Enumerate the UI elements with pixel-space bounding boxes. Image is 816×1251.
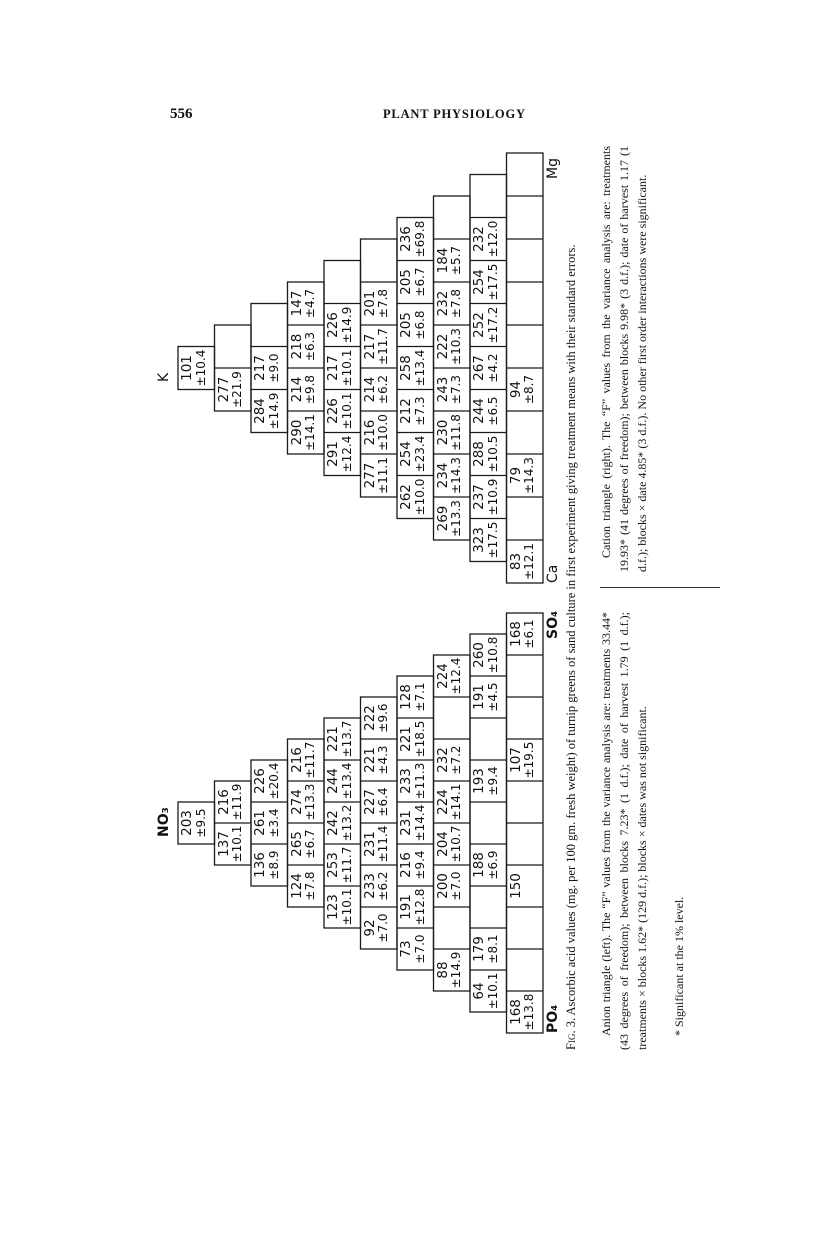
cell-value: 217: [361, 333, 378, 360]
cell-value: 233: [361, 873, 378, 899]
cell-std-error: ±6.4: [376, 787, 391, 817]
cell-std-error: ±10.7: [449, 825, 464, 863]
cell-value: 221: [361, 747, 378, 773]
cation-cell: [290, 282, 318, 325]
cation-cell: [472, 304, 500, 347]
cell-value: 73: [398, 940, 414, 958]
rotated-figure-area: [156, 145, 686, 1050]
cell-std-error: ±12.0: [485, 220, 500, 258]
cell-std-error: ±10.1: [230, 825, 245, 863]
cell-std-error: ±14.9: [449, 951, 464, 989]
cation-cell: [399, 261, 427, 304]
cation-cell: [509, 454, 537, 497]
cell-std-error: ±17.5: [485, 263, 500, 301]
cell-value: 267: [471, 355, 487, 381]
cation-cell: [253, 390, 281, 433]
cation-cell: [436, 239, 464, 282]
cell-std-error: ±17.5: [485, 521, 500, 559]
cell-std-error: ±10.8: [485, 636, 500, 674]
cell-value: 137: [215, 831, 232, 857]
cell-value: 94: [507, 380, 524, 399]
cell-std-error: ±10.0: [376, 414, 391, 451]
cell-std-error: ±13.7: [339, 720, 354, 758]
cation-cell: [509, 540, 537, 583]
cell-std-error: ±12.4: [449, 657, 464, 695]
column-divider: [600, 587, 720, 588]
cell-std-error: ±18.5: [412, 720, 427, 758]
cell-value: 234: [434, 462, 451, 489]
cell-value: 323: [471, 527, 487, 553]
cell-value: 191: [471, 684, 487, 710]
cell-std-error: ±10.5: [485, 435, 500, 473]
cation-cell: [180, 347, 208, 390]
cell-std-error: ±19.5: [522, 741, 537, 779]
cell-value: 168: [507, 999, 524, 1025]
cell-std-error: ±14.9: [339, 306, 354, 344]
cell-std-error: ±7.8: [303, 871, 318, 901]
cation-cell: [436, 368, 464, 411]
cell-value: 221: [398, 726, 414, 752]
cell-value: 221: [325, 726, 341, 752]
cation-cell: [436, 411, 464, 454]
cell-std-error: ±7.2: [449, 745, 464, 775]
cation-cell: [436, 454, 464, 497]
cell-std-error: ±11.4: [376, 825, 391, 863]
cell-value: 150: [507, 873, 524, 899]
cell-value: 136: [252, 852, 268, 878]
cell-std-error: ±9.8: [303, 374, 318, 405]
cation-cell: [472, 476, 500, 519]
cation-cell: [399, 347, 427, 390]
cell-std-error: ±11.7: [376, 328, 391, 365]
anion-label-left: PO₄: [545, 1004, 561, 1033]
cell-std-error: ±13.3: [303, 783, 318, 821]
cation-grid: [160, 145, 560, 1050]
cell-value: 83: [507, 552, 524, 571]
cell-std-error: ±13.8: [522, 993, 537, 1031]
cell-std-error: ±8.9: [266, 850, 281, 880]
cell-value: 168: [507, 621, 524, 647]
cell-value: 222: [434, 333, 451, 360]
cell-std-error: ±13.3: [449, 500, 464, 537]
cell-std-error: ±9.4: [485, 766, 500, 796]
cell-value: 79: [507, 466, 524, 485]
cation-cell: [363, 454, 391, 497]
cell-value: 244: [471, 398, 487, 424]
cell-value: 227: [361, 789, 378, 815]
cation-cell: [472, 347, 500, 390]
cell-value: 124: [288, 873, 305, 899]
cell-value: 262: [398, 484, 414, 510]
cell-value: 231: [361, 831, 378, 857]
cation-cell: [290, 411, 318, 454]
cell-value: 184: [434, 247, 451, 274]
cell-value: 232: [434, 747, 451, 773]
cell-std-error: ±21.9: [230, 371, 245, 408]
cation-cell: [253, 347, 281, 390]
cell-std-error: ±17.2: [485, 306, 500, 344]
cell-value: 204: [434, 831, 451, 857]
cell-value: 291: [325, 441, 341, 467]
caption-text: Ascorbic acid values (mg. per 100 gm. fresh weight) of turnip greens of sand culture in first experiment giving treatment means with their standard errors.: [564, 244, 578, 1016]
cell-value: 188: [471, 852, 487, 878]
cell-value: 254: [471, 269, 487, 295]
cell-std-error: ±7.3: [412, 396, 427, 426]
cell-value: 212: [398, 398, 414, 424]
cell-value: 226: [252, 768, 268, 794]
cell-value: 216: [361, 419, 378, 446]
cell-value: 284: [252, 398, 268, 424]
cation-cell: [399, 390, 427, 433]
cell-value: 224: [434, 663, 451, 689]
cell-value: 236: [398, 226, 414, 252]
cell-value: 244: [325, 768, 341, 794]
cell-std-error: ±4.2: [485, 353, 500, 383]
cation-cell: [436, 497, 464, 540]
cell-value: 216: [288, 747, 305, 773]
cell-value: 277: [361, 462, 378, 489]
cell-value: 217: [325, 355, 341, 381]
cell-value: 288: [471, 441, 487, 467]
cell-std-error: ±10.9: [485, 478, 500, 516]
cell-value: 242: [325, 810, 341, 836]
cell-std-error: ±6.1: [522, 619, 537, 649]
cell-value: 253: [325, 852, 341, 878]
cell-std-error: ±10.1: [339, 392, 354, 430]
cell-std-error: ±7.0: [449, 871, 464, 901]
cell-value: 101: [179, 355, 195, 381]
cell-std-error: ±10.1: [485, 972, 500, 1010]
cation-cell: [436, 325, 464, 368]
cell-std-error: ±6.2: [376, 374, 391, 405]
cation-cell: [326, 433, 354, 476]
cell-value: 277: [215, 376, 232, 403]
cell-value: 88: [434, 961, 451, 979]
cell-std-error: ±6.5: [485, 396, 500, 426]
cell-std-error: ±12.1: [522, 543, 537, 580]
cell-std-error: ±11.1: [376, 457, 391, 494]
cell-value: 217: [252, 355, 268, 381]
cell-std-error: ±3.4: [266, 808, 281, 838]
cell-std-error: ±7.0: [376, 913, 391, 943]
cation-cell: [399, 304, 427, 347]
cell-std-error: ±13.4: [412, 349, 427, 387]
cell-std-error: ±6.7: [412, 267, 427, 297]
cell-value: 64: [471, 982, 487, 1000]
running-head: PLANT PHYSIOLOGY: [383, 107, 526, 121]
cell-std-error: ±12.8: [412, 888, 427, 926]
cell-std-error: ±7.8: [449, 288, 464, 319]
cation-cell: [326, 304, 354, 347]
cell-value: 232: [434, 290, 451, 317]
cell-std-error: ±4.7: [303, 288, 318, 319]
cation-cell: [363, 282, 391, 325]
cell-std-error: ±20.4: [266, 762, 281, 800]
cell-value: 216: [215, 789, 232, 815]
cell-value: 193: [471, 768, 487, 794]
cell-std-error: ±6.8: [412, 310, 427, 340]
cell-std-error: ±7.1: [412, 682, 427, 712]
cell-value: 231: [398, 810, 414, 836]
footnote: * Significant at the 1% level.: [672, 896, 686, 1036]
page-number: 556: [170, 106, 193, 122]
cell-value: 269: [434, 505, 451, 532]
cation-cell: [363, 325, 391, 368]
cell-value: 216: [398, 852, 414, 878]
cation-cell: [290, 368, 318, 411]
cation-cell: [509, 368, 537, 411]
cell-value: 205: [398, 312, 414, 338]
cell-value: 200: [434, 873, 451, 899]
cation-cell: [290, 325, 318, 368]
anion-label-top: NO₃: [156, 807, 172, 837]
cell-std-error: ±13.2: [339, 804, 354, 842]
cell-value: 203: [179, 810, 195, 836]
cell-std-error: ±9.4: [412, 850, 427, 880]
cell-value: 147: [288, 290, 305, 317]
cell-std-error: ±10.4: [193, 349, 208, 387]
cell-std-error: ±14.3: [522, 457, 537, 494]
cell-value: 191: [398, 894, 414, 920]
cell-std-error: ±9.5: [193, 808, 208, 838]
cell-std-error: ±11.3: [412, 762, 427, 800]
cell-value: 214: [288, 376, 305, 403]
cell-value: 233: [398, 768, 414, 794]
cell-std-error: ±69.8: [412, 220, 427, 258]
cation-cell: [326, 390, 354, 433]
cell-value: 226: [325, 398, 341, 424]
cation-cell: [472, 390, 500, 433]
cation-cell: [436, 282, 464, 325]
cell-value: 179: [471, 936, 487, 962]
cell-std-error: ±8.7: [522, 374, 537, 405]
cell-value: 237: [471, 484, 487, 510]
cation-label-right: Mg: [545, 158, 561, 179]
cell-value: 265: [288, 831, 305, 857]
cation-cell: [326, 347, 354, 390]
cell-value: 254: [398, 441, 414, 467]
cell-std-error: ±4.3: [376, 745, 391, 775]
cell-std-error: ±11.7: [339, 846, 354, 884]
cell-std-error: ±6.7: [303, 829, 318, 859]
cell-value: 205: [398, 269, 414, 295]
cell-value: 201: [361, 290, 378, 317]
cell-std-error: ±11.7: [303, 741, 318, 779]
cation-label-top: K: [156, 372, 172, 382]
anion-label-right: SO₄: [545, 610, 561, 639]
cell-value: 128: [398, 684, 414, 710]
cell-value: 290: [288, 419, 305, 446]
cell-value: 230: [434, 419, 451, 446]
cell-value: 107: [507, 747, 524, 773]
cation-triangle: [156, 145, 561, 1050]
cell-std-error: ±11.8: [449, 414, 464, 451]
cation-cell: [399, 476, 427, 519]
cation-cell: [472, 433, 500, 476]
cell-value: 258: [398, 355, 414, 381]
cell-std-error: ±14.1: [449, 783, 464, 821]
cell-value: 224: [434, 789, 451, 815]
anion-note: Anion triangle (left). The “F” values from the variance analysis are: treatments 33.44* (43 degrees of freedom); between blocks 7.23* (1 d.f.); date of harvest 1.79 (1 d.f.); treatments × blocks 1.62* (129 d.f.); blocks × dates was not significant.: [599, 612, 649, 1050]
cell-std-error: ±9.6: [376, 703, 391, 733]
cell-std-error: ±10.3: [449, 328, 464, 365]
cell-std-error: ±6.2: [376, 871, 391, 901]
cation-label-left: Ca: [545, 564, 561, 583]
cell-std-error: ±14.3: [449, 457, 464, 494]
cell-std-error: ±14.9: [266, 392, 281, 430]
cell-std-error: ±7.0: [412, 934, 427, 964]
cell-value: 260: [471, 642, 487, 668]
cell-std-error: ±13.4: [339, 762, 354, 800]
cell-std-error: ±14.1: [303, 414, 318, 451]
cell-value: 232: [471, 226, 487, 252]
cell-std-error: ±10.1: [339, 349, 354, 387]
cation-cell: [472, 218, 500, 261]
cell-std-error: ±10.0: [412, 478, 427, 516]
figure-label: Fig. 3.: [564, 1017, 578, 1050]
cell-std-error: ±4.5: [485, 682, 500, 712]
cation-cell: [217, 368, 245, 411]
cell-std-error: ±5.7: [449, 245, 464, 276]
cell-std-error: ±23.4: [412, 435, 427, 473]
cation-cell: [399, 433, 427, 476]
cell-value: 214: [361, 376, 378, 403]
cell-value: 274: [288, 789, 305, 815]
cell-value: 222: [361, 705, 378, 731]
cell-std-error: ±11.9: [230, 783, 245, 821]
cell-std-error: ±6.9: [485, 850, 500, 880]
cell-std-error: ±7.3: [449, 374, 464, 405]
cell-value: 218: [288, 333, 305, 360]
figure-landscape: [156, 145, 686, 1050]
figure-caption: [562, 145, 580, 1050]
cell-value: 243: [434, 376, 451, 403]
cell-std-error: ±14.4: [412, 804, 427, 842]
cell-value: 252: [471, 312, 487, 338]
cell-std-error: ±8.1: [485, 934, 500, 964]
cell-value: 226: [325, 312, 341, 338]
cell-value: 92: [361, 919, 378, 937]
cation-cell: [472, 519, 500, 562]
cation-cell: [363, 368, 391, 411]
cell-std-error: ±9.0: [266, 353, 281, 383]
cation-note: Cation triangle (right). The “F” values from the variance analysis are: treatments 19.93* (41 degrees of freedom); between blocks 9.98* (3 d.f.); date of harvest 1.17 (1 d.f.); blocks × date 4.85* (3 d.f.). No other first order interactions were significant.: [599, 146, 649, 572]
cation-cell: [399, 218, 427, 261]
cation-cell: [363, 411, 391, 454]
cell-value: 261: [252, 810, 268, 836]
cell-std-error: ±7.8: [376, 288, 391, 319]
cell-std-error: ±10.1: [339, 888, 354, 926]
cell-std-error: ±12.4: [339, 435, 354, 473]
cell-value: 123: [325, 894, 341, 920]
cell-std-error: ±6.3: [303, 331, 318, 362]
cation-cell: [472, 261, 500, 304]
